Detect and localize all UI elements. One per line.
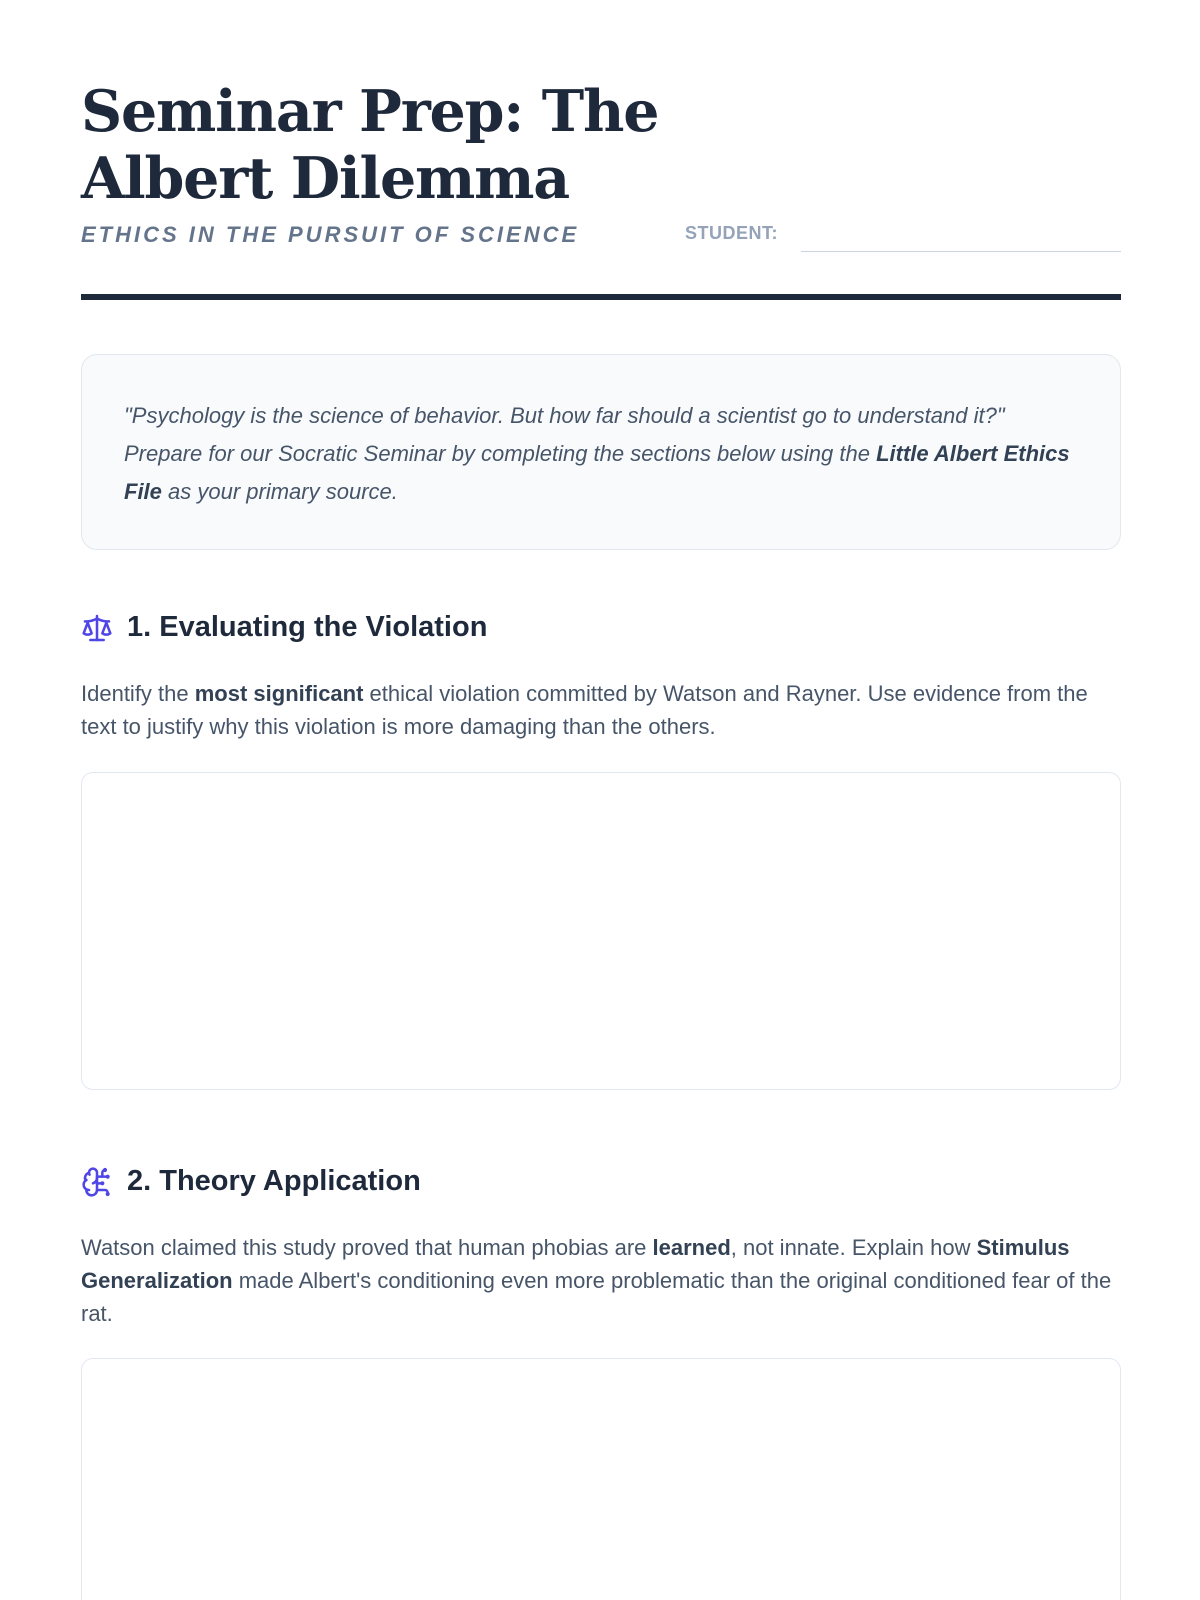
section-2-prompt-learned: learned [652,1235,731,1260]
intro-text-part1: "Psychology is the science of behavior. But how far should a scientist go to understand it?" Prepare for our Socratic Seminar by completing the sections below using the [124,403,1005,466]
intro-source-title: Little Albert Ethics File [124,441,1070,504]
section-2-heading [81,1165,421,1198]
section-2-prompt-concept: Stimulus Generalization [81,1235,1070,1293]
header-divider [81,294,1121,300]
section-1-prompt-c: ethical violation committed by Watson and Rayner. Use evidence from the text to justify why this violation is more damaging than the others. [81,681,1088,739]
scale-icon [81,612,113,644]
section-2-prompt-a: Watson claimed this study proved that human phobias are [81,1235,653,1260]
intro-text [124,397,1078,511]
section-2-prompt-e: made Albert's conditioning even more problematic than the original conditioned fear of the rat. [81,1268,1112,1326]
section-1-prompt [81,677,1121,743]
section-1-title: 1. Evaluating the Violation [127,611,488,643]
intro-text-part2: as your primary source. [161,479,398,504]
section-1-prompt-emphasis: most significant [194,681,364,706]
section-1-prompt-a: Identify the [81,681,195,706]
section-2-title: 2. Theory Application [127,1165,421,1197]
brain-icon [81,1166,113,1198]
section-1-answer-input[interactable] [81,772,1121,1090]
page-title: Seminar Prep: The Albert Dilemma [81,78,659,212]
page-subtitle: ETHICS IN THE PURSUIT OF SCIENCE [81,222,580,247]
section-2-prompt [81,1231,1121,1330]
student-label: STUDENT: [685,223,778,243]
intro-callout [81,354,1121,550]
section-2-prompt-c: , not innate. Explain how [730,1235,977,1260]
student-name-input[interactable] [801,223,1121,252]
section-1-heading [81,611,487,644]
section-2-answer-input[interactable] [81,1358,1121,1600]
